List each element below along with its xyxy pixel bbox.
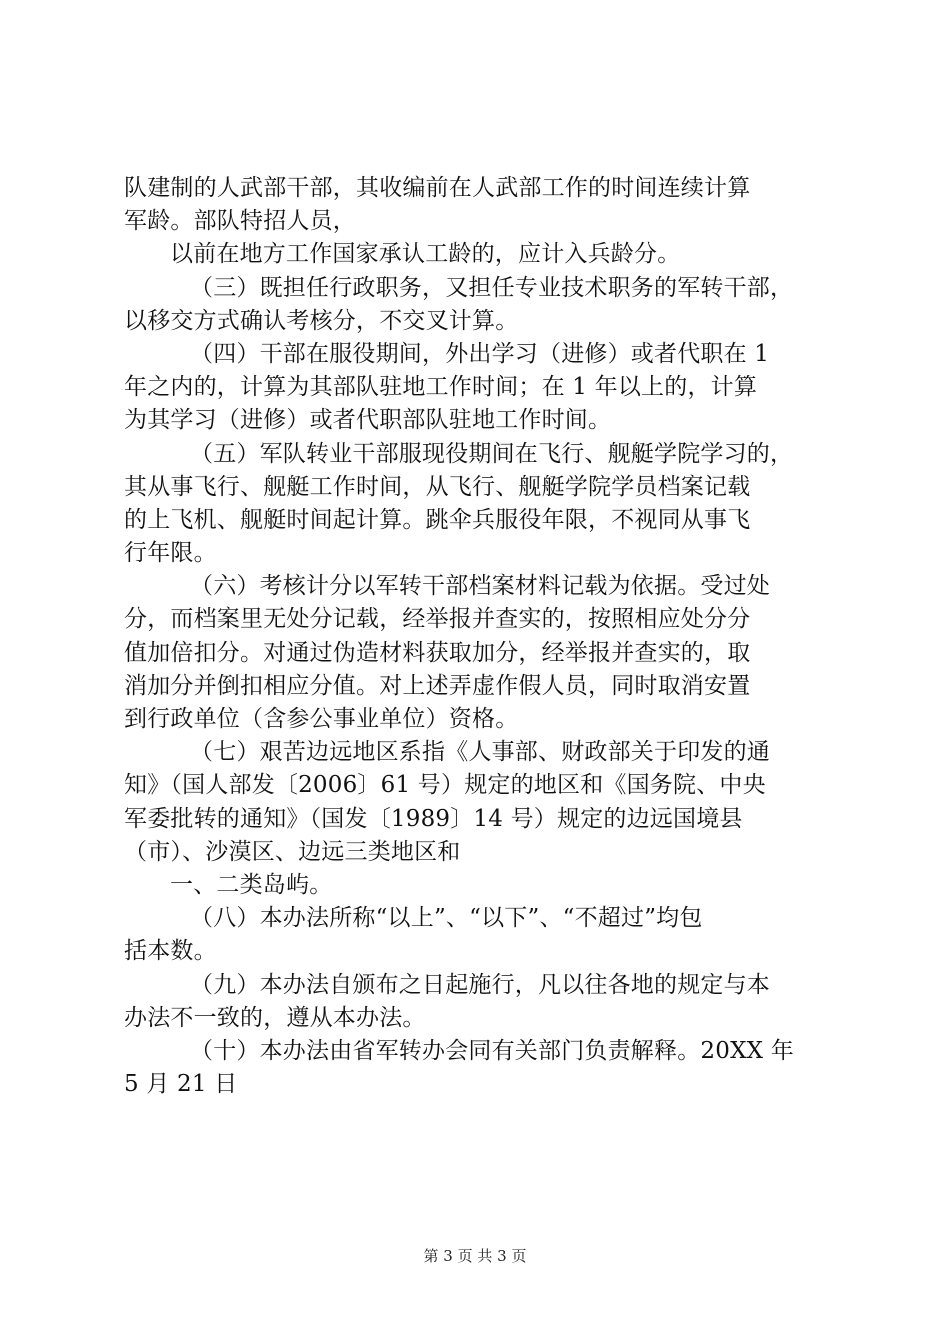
text-line: 的上飞机、舰艇时间起计算。跳伞兵服役年限，不视同从事飞 [124,506,751,533]
document-body [124,172,834,1101]
text-line: 办法不一致的，遵从本办法。 [124,1004,426,1031]
text-line: 年之内的，计算为其部队驻地工作时间；在 1 年以上的，计算 [124,374,758,401]
page-number-footer: 第 3 页 共 3 页 [423,1247,527,1265]
text-line: 队建制的人武部干部，其收编前在人武部工作的时间连续计算 [124,175,751,201]
paragraph-start: （八）本办法所称“以上”、“以下”、“不超过”均包 [190,905,703,932]
text-line: 行年限。 [124,540,217,567]
paragraph-start: （十）本办法由省军转办会同有关部门负责解释。20XX 年 [190,1037,794,1064]
text-line: 以前在地方工作国家承认工龄的，应计入兵龄分。 [170,241,681,268]
text-line: 5 月 21 日 [124,1071,238,1098]
paragraph-start: （五）军队转业干部服现役期间在飞行、舰艇学院学习的， [190,440,794,467]
text-line: 到行政单位（含参公事业单位）资格。 [124,706,519,732]
text-line: 以移交方式确认考核分，不交叉计算。 [124,307,519,334]
text-line: 军龄。部队特招人员， [124,208,356,235]
text-line: 分，而档案里无处分记载，经举报并查实的，按照相应处分分 [124,606,751,633]
paragraph-start: （七）艰苦边远地区系指《人事部、财政部关于印发的通 [190,739,770,766]
text-line: 其从事飞行、舰艇工作时间，从飞行、舰艇学院学员档案记载 [124,473,751,500]
text-line: 值加倍扣分。对通过伪造材料获取加分，经举报并查实的，取 [124,639,751,666]
text-line: （市）、沙漠区、边远三类地区和 [124,838,461,865]
paragraph-start: （九）本办法自颁布之日起施行，凡以往各地的规定与本 [190,971,770,998]
text-line: 为其学习（进修）或者代职部队驻地工作时间。 [124,407,612,434]
paragraph-start: （四）干部在服役期间，外出学习（进修）或者代职在 1 [190,340,770,367]
text-line: 知》（国人部发〔2006〕61 号）规定的地区和《国务院、中央 [124,772,766,799]
text-line: 一、二类岛屿。 [170,871,333,898]
text-line: 括本数。 [124,938,217,965]
paragraph-start: （六）考核计分以军转干部档案材料记载为依据。受过处 [190,573,770,600]
paragraph-start: （三）既担任行政职务，又担任专业技术职务的军转干部， [190,274,794,301]
text-line: 消加分并倒扣相应分值。对上述弄虚作假人员，同时取消安置 [124,672,751,699]
text-line: 军委批转的通知》（国发〔1989〕14 号）规定的边远国境县 [124,805,743,832]
